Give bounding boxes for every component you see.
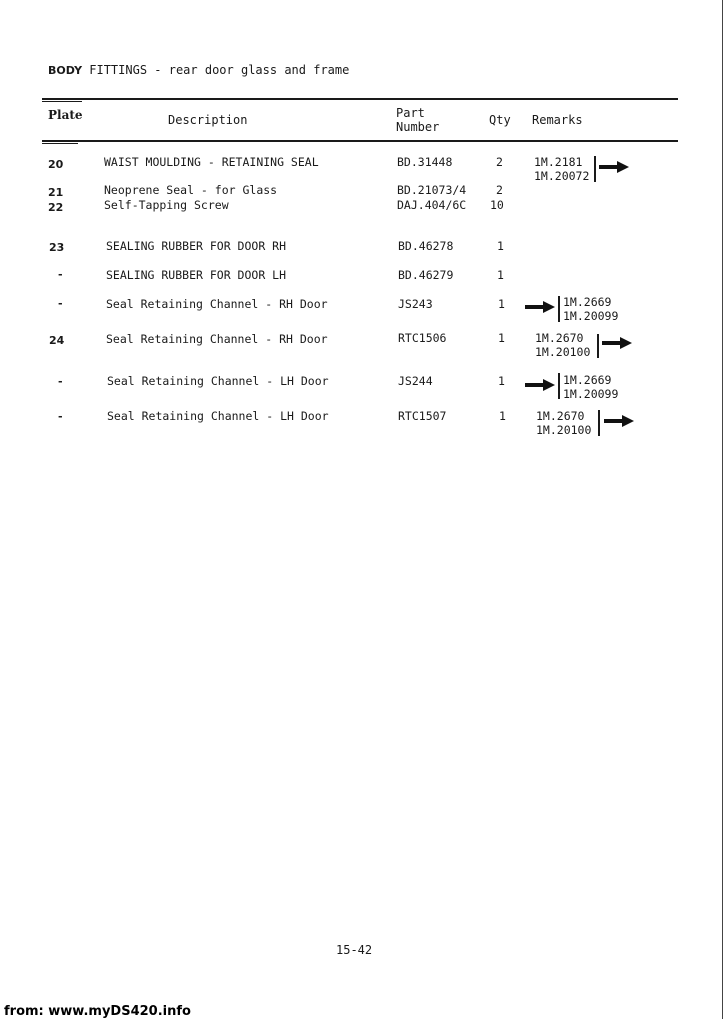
row-4-plate: 23	[49, 241, 65, 254]
page-heading	[48, 63, 349, 77]
row-7-remark-1: 1M.2670	[535, 331, 584, 345]
row-9-plate: -	[58, 410, 63, 423]
row-2-description: Neoprene Seal - for Glass	[104, 183, 278, 197]
row-9-remark-bar	[598, 410, 600, 436]
column-header-description: Description	[168, 113, 248, 127]
row-1-part-number: BD.31448	[397, 155, 453, 169]
row-3-part-number: DAJ.404/6C	[397, 198, 467, 212]
row-8-remark-2: 1M.20099	[563, 387, 619, 401]
row-9-part-number: RTC1507	[398, 409, 447, 423]
row-9-remark-1: 1M.2670	[536, 409, 585, 423]
row-5-plate: -	[58, 268, 63, 281]
row-8-remark-1: 1M.2669	[563, 373, 612, 387]
row-6-qty: 1	[498, 297, 505, 311]
row-1-right-arrow-icon	[599, 161, 629, 173]
row-1-remark-2: 1M.20072	[534, 169, 590, 183]
row-7-remark-bar	[597, 334, 599, 358]
row-2-qty: 2	[496, 183, 503, 197]
row-1-qty: 2	[496, 155, 503, 169]
page-number: 15-42	[336, 943, 373, 957]
row-9-description: Seal Retaining Channel - LH Door	[107, 409, 329, 423]
row-4-part-number: BD.46278	[398, 239, 454, 253]
row-8-qty: 1	[498, 374, 505, 388]
row-3-qty: 10	[490, 198, 504, 212]
row-7-part-number: RTC1506	[398, 331, 447, 345]
row-3-description: Self-Tapping Screw	[104, 198, 229, 212]
row-4-qty: 1	[497, 239, 504, 253]
row-7-plate: 24	[49, 334, 65, 347]
row-1-description: WAIST MOULDING - RETAINING SEAL	[104, 155, 319, 169]
row-5-qty: 1	[497, 268, 504, 282]
header-bottom-rule	[42, 140, 678, 142]
row-5-description: SEALING RUBBER FOR DOOR LH	[106, 268, 287, 282]
column-header-plate: Plate	[48, 108, 83, 122]
header-top-rule-lead	[42, 101, 82, 102]
column-header-qty: Qty	[489, 113, 511, 127]
row-9-right-arrow-icon	[604, 415, 634, 427]
row-7-remark-2: 1M.20100	[535, 345, 591, 359]
header-bottom-rule-lead	[42, 143, 78, 144]
column-header-remarks: Remarks	[532, 113, 583, 127]
row-8-description: Seal Retaining Channel - LH Door	[107, 374, 329, 388]
row-9-qty: 1	[499, 409, 506, 423]
row-7-description: Seal Retaining Channel - RH Door	[106, 332, 328, 346]
row-1-remark-1: 1M.2181	[534, 155, 583, 169]
row-8-part-number: JS244	[398, 374, 433, 388]
row-7-qty: 1	[498, 331, 505, 345]
row-8-plate: -	[58, 375, 63, 388]
row-6-part-number: JS243	[398, 297, 433, 311]
row-8-remark-bar	[558, 373, 560, 399]
row-2-part-number: BD.21073/4	[397, 183, 467, 197]
row-3-plate: 22	[48, 201, 64, 214]
row-2-plate: 21	[48, 186, 64, 199]
row-6-remark-2: 1M.20099	[563, 309, 619, 323]
row-7-right-arrow-icon	[602, 337, 632, 349]
header-top-rule	[42, 98, 678, 100]
heading-bold: BODY	[48, 64, 83, 77]
row-1-plate: 20	[48, 158, 64, 171]
row-4-description: SEALING RUBBER FOR DOOR RH	[106, 239, 287, 253]
row-9-remark-2: 1M.20100	[536, 423, 592, 437]
heading-rest: FITTINGS - rear door glass and frame	[82, 63, 350, 77]
column-header-part-number: Part Number	[396, 106, 440, 134]
row-6-remark-1: 1M.2669	[563, 295, 612, 309]
row-6-description: Seal Retaining Channel - RH Door	[106, 297, 328, 311]
row-5-part-number: BD.46279	[398, 268, 454, 282]
row-6-plate: -	[58, 297, 63, 310]
row-6-right-arrow-icon	[525, 301, 555, 313]
row-1-remark-bar	[594, 156, 596, 182]
row-6-remark-bar	[558, 296, 560, 322]
row-8-right-arrow-icon	[525, 379, 555, 391]
source-footer: from: www.myDS420.info	[4, 1004, 191, 1019]
